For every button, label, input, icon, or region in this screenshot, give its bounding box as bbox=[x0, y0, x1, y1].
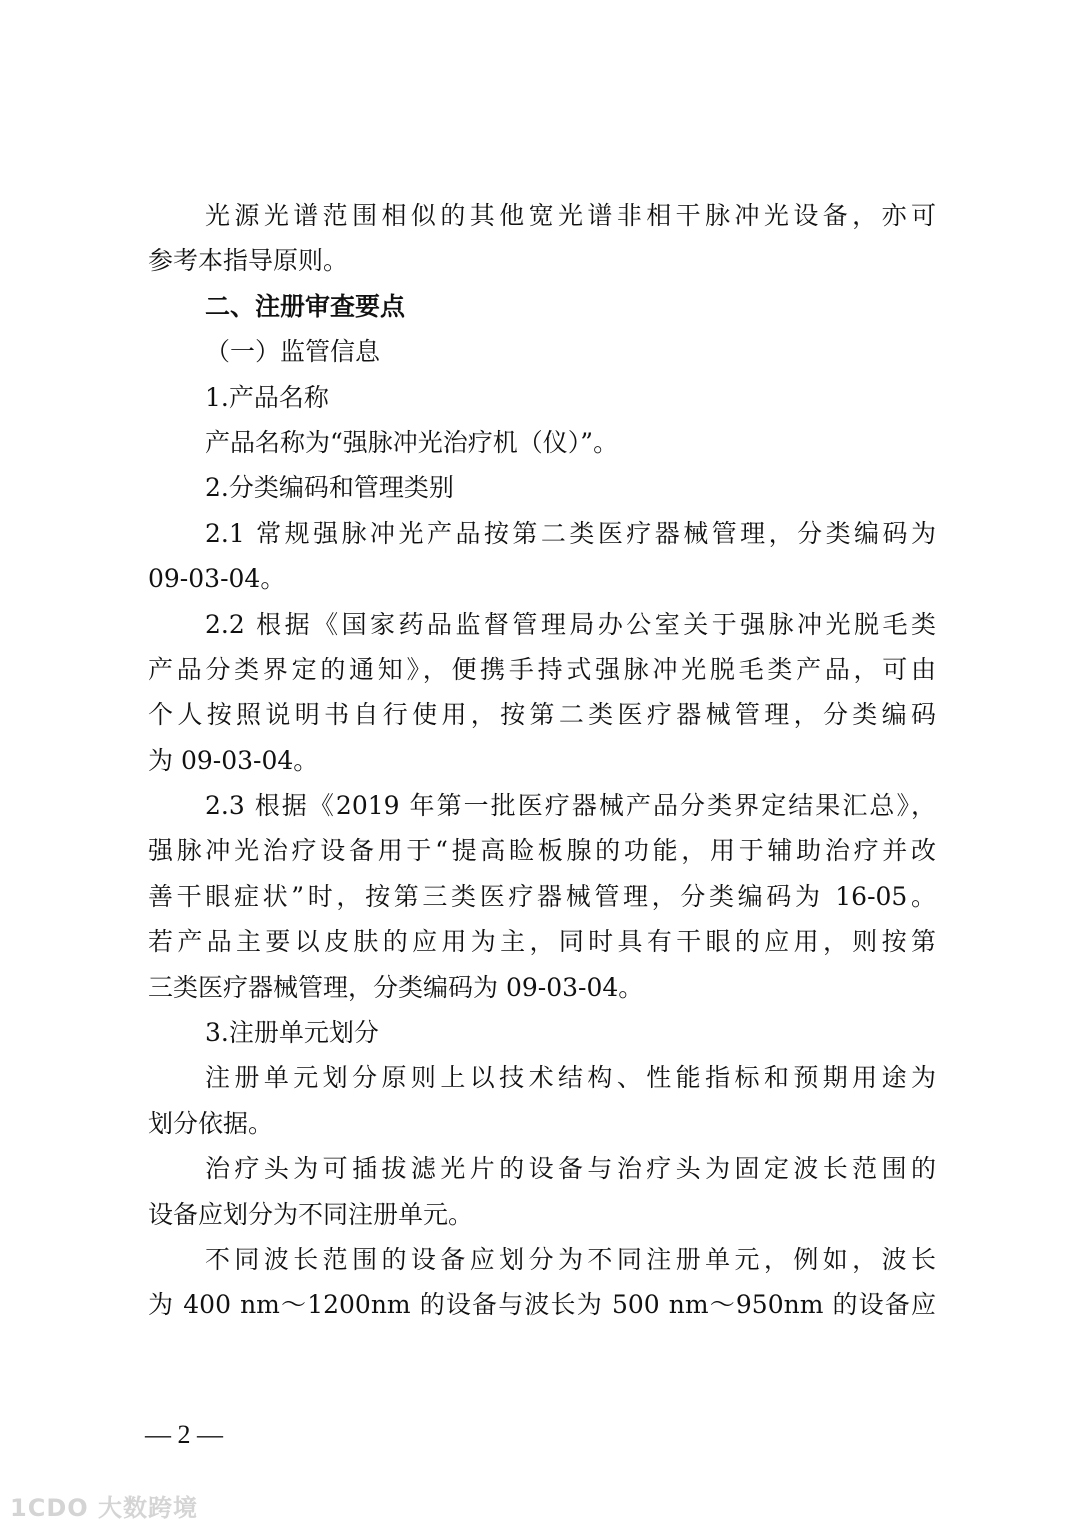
text-line: 不同波长范围的设备应划分为不同注册单元，例如，波长 bbox=[205, 1244, 936, 1274]
text-line: 强脉冲光治疗设备用于“提高睑板腺的功能，用于辅助治疗并改 bbox=[148, 836, 936, 866]
document-body bbox=[148, 193, 936, 1328]
text-line: 3.注册单元划分 bbox=[205, 1018, 379, 1048]
text-line: 2.3 根据《2019 年第一批医疗器械产品分类界定结果汇总》， bbox=[205, 791, 936, 821]
text-line: 2.分类编码和管理类别 bbox=[205, 473, 454, 503]
text-line: 个人按照说明书自行使用，按第二类医疗器械管理，分类编码 bbox=[148, 700, 936, 730]
text-line: 2.2 根据《国家药品监督管理局办公室关于强脉冲光脱毛类 bbox=[205, 609, 936, 639]
text-line: 设备应划分为不同注册单元。 bbox=[148, 1199, 474, 1229]
text-line: 产品名称为“强脉冲光治疗机（仪）”。 bbox=[205, 427, 619, 457]
text-line: 光源光谱范围相似的其他宽光谱非相干脉冲光设备，亦可 bbox=[205, 201, 936, 230]
text-line: 注册单元划分原则上以技术结构、性能指标和预期用途为 bbox=[205, 1063, 936, 1093]
text-line: 划分依据。 bbox=[148, 1108, 274, 1138]
text-line: 为 400 nm～1200nm 的设备与波长为 500 nm～950nm 的设备应 bbox=[148, 1290, 936, 1320]
text-line: 参考本指导原则。 bbox=[148, 246, 349, 276]
text-line: 善干眼症状”时，按第三类医疗器械管理，分类编码为 16-05。 bbox=[148, 881, 936, 911]
text-line: （一）监管信息 bbox=[205, 337, 381, 367]
text-line: 09-03-04。 bbox=[148, 564, 286, 594]
text-line: 若产品主要以皮肤的应用为主，同时具有干眼的应用，则按第 bbox=[148, 927, 936, 957]
text-line: 治疗头为可插拔滤光片的设备与治疗头为固定波长范围的 bbox=[205, 1154, 936, 1184]
text-line: 产品分类界定的通知》，便携手持式强脉冲光脱毛类产品，可由 bbox=[148, 654, 936, 684]
text-line: 三类医疗器械管理，分类编码为 09-03-04。 bbox=[148, 972, 644, 1002]
section-heading: 二、注册审查要点 bbox=[205, 291, 406, 321]
page-number: — 2 — bbox=[145, 1420, 223, 1449]
text-line: 为 09-03-04。 bbox=[148, 745, 319, 775]
watermark: 1CDO 大数跨境 bbox=[10, 1494, 198, 1522]
text-line: 1.产品名称 bbox=[205, 382, 329, 412]
text-line: 2.1 常规强脉冲光产品按第二类医疗器械管理，分类编码为 bbox=[205, 518, 936, 548]
